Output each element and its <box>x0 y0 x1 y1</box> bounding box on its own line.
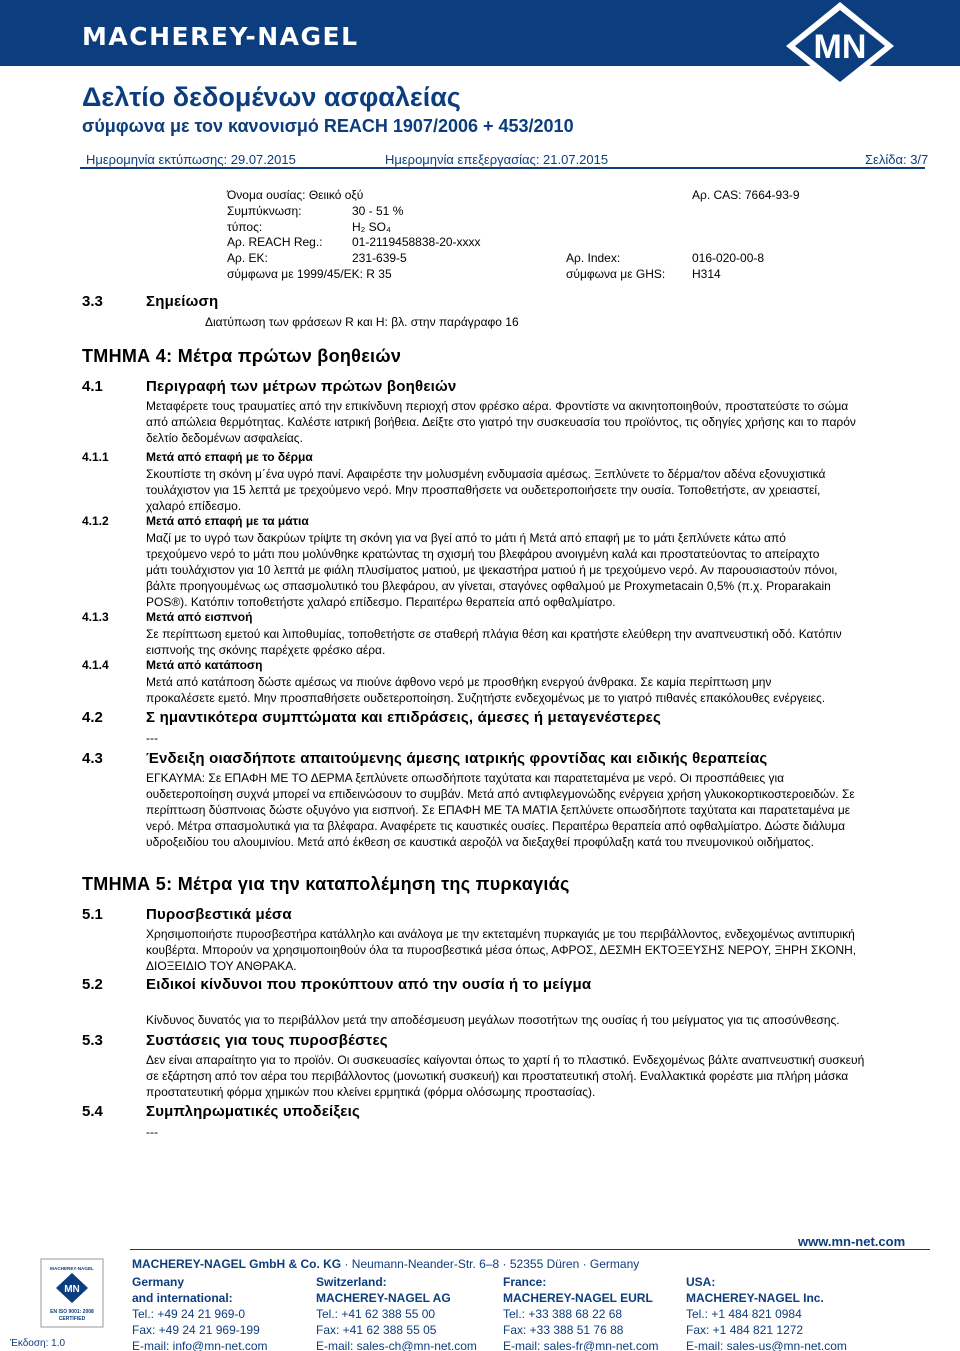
s52-text: Κίνδυνος δυνατός για το περιβάλλον μετά την αποδέσμευση μεγάλων ποσοτήτων της ουσίας ή του μείγματος για τις αποσύνθεσης. <box>146 1013 840 1027</box>
s43-num: 4.3 <box>82 750 103 767</box>
s41-text: Μεταφέρετε τους τραυματίες από την επικίνδυνη περιοχή στον φρέσκο αέρα. Φροντίστε να ακινητοποιηθούν, προστατεύστε το σώμα από απώλεια θερμότητας. Καλέστε ιατρική βοήθεια. Δείξτε στο γιατρό την συσκευασία του προϊόντος, τις οδηγίες χρήσης και το παρόν δελτίο δεδομένων ασφαλείας. <box>146 399 856 445</box>
ek-value: 231-639-5 <box>352 251 407 265</box>
s42-text: --- <box>146 731 158 745</box>
s51-text: Χρησιμοποιήστε πυροσβεστήρα κατάλληλο και ανάλογα με την εκτεταμένη πυρκαγιάς με του περιβάλλοντος, ενδεχομένως αντιπυρική κουβέρτα. Μπορούν να χρησιμοποιηθούν όλα τα πυροσβεστικά μέσα όπως, ΑΦΡΟΣ, ΔΕΣΜΗ ΕΚΤΟΞΕΥΣΗΣ ΝΕΡΟΥ, ΞΗΡΗ ΣΚΟΝΗ, ΔΙΟΞΕΙΔΙΟ ΤΟΥ ΑΝΘΡΑΚΑ. <box>146 927 857 973</box>
s54-num: 5.4 <box>82 1103 103 1120</box>
reach-value: 01-2119458838-20-xxxx <box>352 235 481 249</box>
s413-num: 4.1.3 <box>82 610 109 624</box>
iso-text-2: CERTIFIED <box>58 1316 86 1322</box>
s413-text: Σε περίπτωση εμετού και λιποθυμίας, τοποθετήστε σε σταθερή πλάγια θέση και κρατήστε ελεύθερη την αναπνευστική οδό. Κατόπιν εισπνοής της σκόνης παρέχετε φρέσκο αέρα. <box>146 627 842 657</box>
edit-date: Ημερομηνία επεξεργασίας: 21.07.2015 <box>385 152 609 167</box>
iso-certified-badge <box>40 1258 104 1328</box>
ghs-label: σύμφωνα με GHS: <box>566 267 666 281</box>
badge-logo-text: MN <box>64 1284 80 1295</box>
s52-num: 5.2 <box>82 976 103 993</box>
mn-logo-icon <box>780 0 900 90</box>
reach-label: Αρ. REACH Reg.: <box>227 235 323 249</box>
s414-title: Μετά από κατάποση <box>146 658 263 672</box>
footer-company: MACHEREY-NAGEL GmbH & Co. KG <box>132 1257 342 1271</box>
logo-text: MN <box>813 28 867 66</box>
s53-title: Συστάσεις για τους πυροσβέστες <box>146 1032 388 1049</box>
s52-title: Ειδικοί κίνδυνοι που προκύπτουν από την ουσία ή το μείγμα <box>146 976 592 993</box>
substance-name: Όνομα ουσίας: Θειικό οξύ <box>227 188 364 202</box>
s414-text: Μετά από κατάποση δώστε αμέσως να πιούνε άφθονο νερό με προσθήκη ενεργού άνθρακα. Σε καμία περίπτωση μην προκαλέσετε εμετό. Μην προσπαθήσετε ουδετεροποίηση. Συζητήστε ενδεχομένως με το γιατρό πιθανές επακόλουθες ενέργειες. <box>146 675 826 705</box>
footer-col-germany: Germany and international: Tel.: +49 24 21 969-0 Fax: +49 24 21 969-199 E-mail: info@mn-net.com <box>132 1275 268 1351</box>
footer-address: · Neumann-Neander-Str. 6–8 · 52355 Düren · Germany <box>341 1257 640 1271</box>
s42-num: 4.2 <box>82 709 103 726</box>
s54-title: Συμπληρωματικές υποδείξεις <box>146 1103 360 1120</box>
s42-title: Σ ημαντικότερα συμπτώματα και επιδράσεις, άμεσες ή μεταγενέστερες <box>146 709 662 726</box>
formula-label: τύπος: <box>227 220 263 234</box>
s41-num: 4.1 <box>82 378 103 395</box>
concentration-value: 30 - 51 % <box>352 204 404 218</box>
page-number: Σελίδα: 3/7 <box>865 152 929 167</box>
s33-text: Διατύπωση των φράσεων R και H: βλ. στην παράγραφο 16 <box>205 315 519 329</box>
s33-num: 3.3 <box>82 293 103 310</box>
print-date: Ημερομηνία εκτύπωσης: 29.07.2015 <box>86 152 296 167</box>
formula-value: H₂ SO₄ <box>352 220 391 234</box>
s54-text: --- <box>146 1125 158 1139</box>
page-subtitle: σύμφωνα με τον κανονισμό REACH 1907/2006 + 453/2010 <box>82 116 574 136</box>
iso-text-1: EN ISO 9001: 2008 <box>50 1309 94 1315</box>
s53-num: 5.3 <box>82 1032 103 1049</box>
version-label: Έκδοση: 1.0 <box>10 1338 66 1349</box>
badge-brand: MACHEREY-NAGEL <box>50 1266 94 1271</box>
s43-title: Ένδειξη οιασδήποτε απαιτούμενης άμεσης ιατρικής φροντίδας και ειδικής θεραπείας <box>146 750 768 767</box>
index-label: Αρ. Index: <box>566 251 621 265</box>
footer-website[interactable]: www.mn-net.com <box>798 1234 906 1249</box>
s33-title: Σημείωση <box>146 293 219 310</box>
cas-number: Αρ. CAS: 7664-93-9 <box>692 188 800 202</box>
s411-num: 4.1.1 <box>82 450 109 464</box>
ghs-value: H314 <box>692 267 721 281</box>
footer-company-line <box>132 1256 639 1272</box>
footer-col-france: France: MACHEREY-NAGEL EURL Tel.: +33 388 68 22 68 Fax: +33 388 51 76 88 E-mail: sales-fr@mn-net.com <box>503 1275 659 1351</box>
concentration-label: Συμπύκνωση: <box>227 204 302 218</box>
footer-col-usa: USA: MACHEREY-NAGEL Inc. Tel.: +1 484 821 0984 Fax: +1 484 821 1272 E-mail: sales-us@mn-net.com <box>686 1275 847 1351</box>
directive-label: σύμφωνα με 1999/45/ΕΚ: R 35 <box>227 267 392 281</box>
s411-title: Μετά από επαφή με το δέρμα <box>146 450 313 464</box>
footer-rule <box>130 1249 930 1250</box>
s414-num: 4.1.4 <box>82 658 109 672</box>
ek-label: Αρ. ΕΚ: <box>227 251 268 265</box>
page-title: Δελτίο δεδομένων ασφαλείας <box>82 82 461 112</box>
s41-title: Περιγραφή των μέτρων πρώτων βοηθειών <box>146 378 457 395</box>
index-value: 016-020-00-8 <box>692 251 765 265</box>
s413-title: Μετά από εισπνοή <box>146 610 253 624</box>
s43-text: ΕΓΚΑΥΜΑ: Σε ΕΠΑΦΗ ΜΕ ΤΟ ΔΕΡΜΑ ξεπλύνετε οπωσδήποτε ταχύτατα και παρατεταμένα με νερό. Οι προσπάθειες για ουδετεροποίηση συχνά μπορεί να επιδεινώσουν το συμβάν. Μετά από αντιφλεγμονώδης ενέργεια χρήση γλυκοκορτικοστεροειδών. Σε περίπτωση δύσπνοιας δώστε οξυγόνο για εισπνοή. Σε ΕΠΑΦΗ ΜΕ ΤΑ ΜΑΤΙΑ ξεπλύνετε οπωσδήποτε ταχύτατα και παρατεταμένα με νερό. Μέτρα σπασμολυτικά για τα βλέφαρα. Αναφέρετε τις καυστικές ουσίες. Περαιτέρω θεραπεία από οφθαλμίατρο. Δώστε διάλυμα υδροξειδίου του αλουμινίου. Μετά από έκθεση σε καυστικά αεροζόλ να διεξαχθεί προφύλαξη κατά του πνευμονικού οιδήματος. <box>146 771 855 849</box>
footer-col-switzerland: Switzerland: MACHEREY-NAGEL AG Tel.: +41 62 388 55 00 Fax: +41 62 388 55 05 E-mail: sales-ch@mn-net.com <box>316 1275 477 1351</box>
section4-title: ΤΜΗΜΑ 4: Μέτρα πρώτων βοηθειών <box>82 346 402 366</box>
brand-name: MACHEREY-NAGEL <box>82 22 359 51</box>
s412-title: Μετά από επαφή με τα μάτια <box>146 514 309 528</box>
s411-text: Σκουπίστε τη σκόνη μ΄ένα υγρό πανί. Αφαιρέστε την μολυσμένη ενδυμασία αμέσως. Ξεπλύνετε το δέρμα/τον αδένα εξονυχιστικά τουλάχιστον για 15 λεπτά με τρεχούμενο νερό. Μην προσπαθήσετε να ουδετεροποιήσετε την ουσία. Τοποθετήστε, αν χρειαστεί, χαλαρό επίδεσμο. <box>146 467 826 513</box>
s53-text: Δεν είναι απαραίτητο για το προϊόν. Οι συσκευασίες καίγονται όπως το χαρτί ή το πλαστικό. Ενδεχομένως βάλτε αναπνευστική συσκευή σε εξάρτηση από τον αέρα του περιβάλλοντος (μονωτική συσκευή) και προστατευτική στολή. Εναλλακτικά φορέστε μια πλήρη μάσκα προστατευτική φόρμα χημικών που κλείνει ερμητικά (φόρμα ολόσωμης προστασίας). <box>146 1053 865 1099</box>
header-rule <box>80 167 925 169</box>
s51-title: Πυροσβεστικά μέσα <box>146 906 292 923</box>
s412-num: 4.1.2 <box>82 514 109 528</box>
section5-title: ΤΜΗΜΑ 5: Μέτρα για την καταπολέμηση της πυρκαγιάς <box>82 874 570 894</box>
s412-text: Μαζί με το υγρό των δακρύων τρίψτε τη σκόνη για να βγεί από το μάτι ή Μετά από επαφή με το μάτι ξεπλύνετε κάτω από τρεχούμενο νερό το μάτι που μολύνθηκε κρατώντας τη σχισμή του βλεφάρου ανοιγμένη καλά και προστατεύοντας το απείραχτο μάτι τουλάχιστον για 10 λεπτά με φιάλη πλυσίματος ματιού, με ψεκαστήρα ματιού ή με τρεχούμενο νερό. Αν παρουσιαστούν πόνοι, βάλτε προηγουμένως ως σπασμολυτικό του βλεφάρου, αν γίνεται, σταγόνες οφθαλμού με Proxymetacain 0,5% (π.χ. Proparakain POS®). Κατόπιν τοποθετήστε χαλαρό επίδεσμο. Περαιτέρω θεραπεία από οφθαλμίατρο. <box>146 531 838 609</box>
s51-num: 5.1 <box>82 906 103 923</box>
